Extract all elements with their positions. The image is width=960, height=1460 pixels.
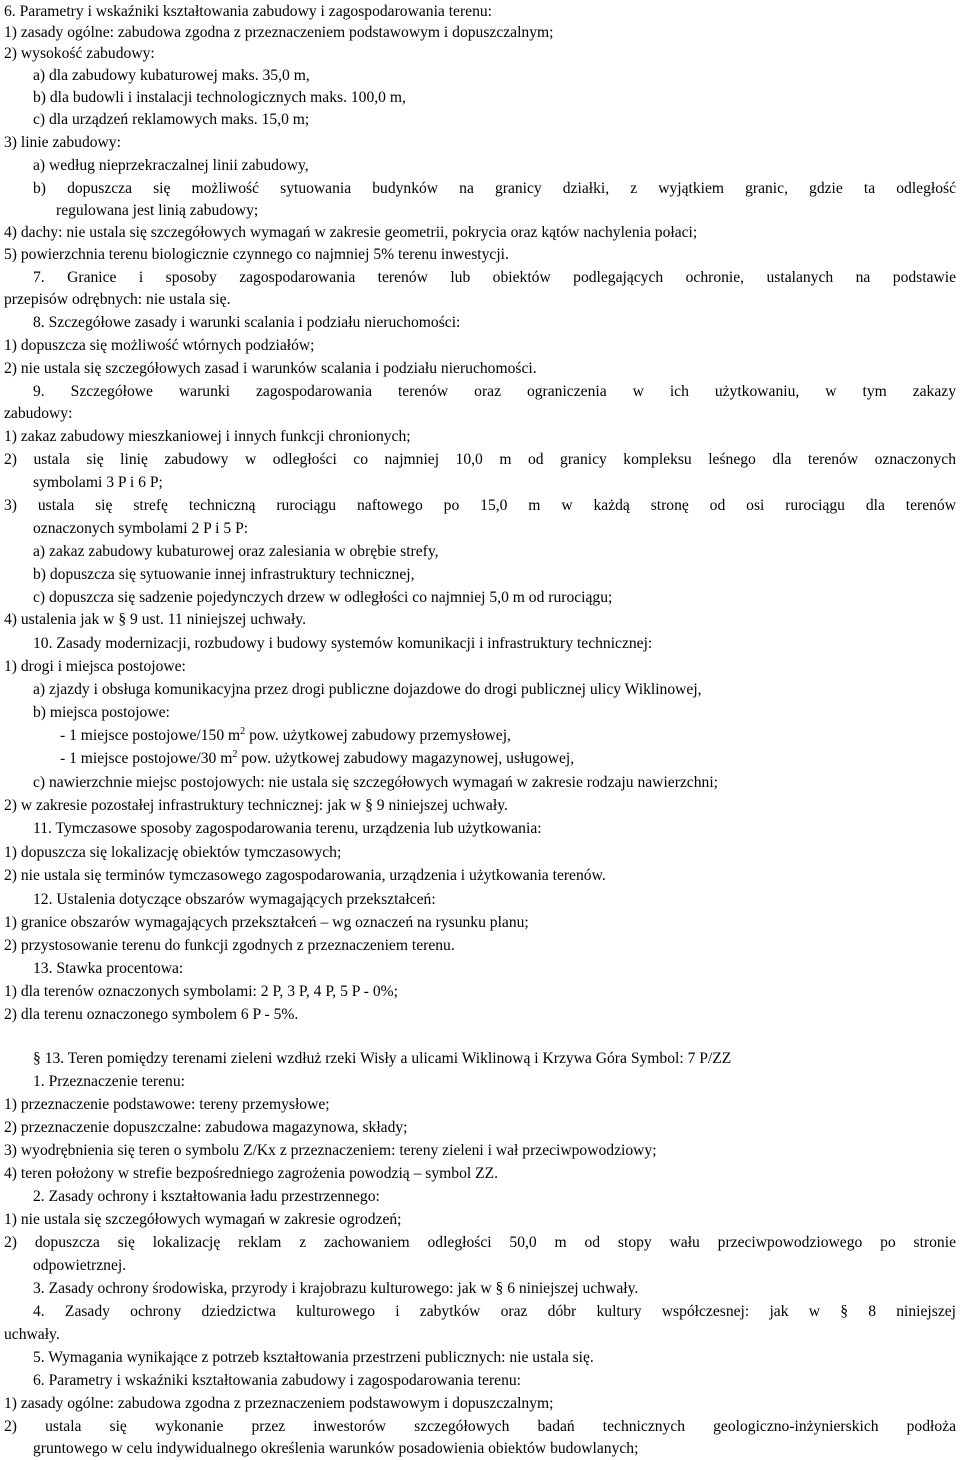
text-line-main: - 1 miejsce postojowe/150 m bbox=[60, 727, 241, 744]
text-line-main: 1) drogi i miejsca postojowe: bbox=[4, 658, 186, 675]
text-line bbox=[33, 517, 956, 540]
text-line-main: 3) wyodrębnienia się teren o symbolu Z/Kx z przeznaczeniem: tereny zieleni i wał przeciwpowodziowy; bbox=[4, 1142, 657, 1159]
text-line-main: § 13. Teren pomiędzy terenami zieleni wzdłuż rzeki Wisły a ulicami Wiklinową i Krzywa Góra Symbol: 7 P/ZZ bbox=[33, 1050, 732, 1067]
text-line bbox=[33, 563, 956, 586]
text-line bbox=[4, 21, 956, 44]
text-line-main: oznaczonych symbolami 2 P i 5 P: bbox=[33, 520, 249, 537]
text-line-main: a) zjazdy i obsługa komunikacyjna przez drogi publiczne dojazdowe do drogi publicznej ulicy Wiklinowej, bbox=[33, 681, 702, 698]
text-line bbox=[4, 1392, 956, 1415]
text-line-main: c) dopuszcza się sadzenie pojedynczych drzew w odległości co najmniej 5,0 m od rurociągu; bbox=[33, 589, 613, 606]
text-line bbox=[4, 131, 956, 154]
text-line bbox=[4, 934, 956, 957]
text-line-main: regulowana jest linią zabudowy; bbox=[56, 202, 259, 219]
text-line bbox=[4, 1323, 956, 1346]
text-line-main: 7. Granice i sposoby zagospodarowania terenów lub obiektów podlegających ochronie, ustalanych na podstawie bbox=[33, 269, 956, 286]
text-line-main: 10. Zasady modernizacji, rozbudowy i budowy systemów komunikacji i infrastruktury technicznej: bbox=[33, 635, 653, 652]
text-line bbox=[4, 841, 956, 864]
superscript: 2 bbox=[232, 749, 238, 760]
text-line-main: 13. Stawka procentowa: bbox=[33, 960, 184, 977]
text-line-main: a) według nieprzekraczalnej linii zabudowy, bbox=[33, 157, 309, 174]
text-line bbox=[4, 425, 956, 448]
text-line-main: 1) nie ustala się szczegółowych wymagań w zakresie ogrodzeń; bbox=[4, 1211, 402, 1228]
text-line-main: b) dopuszcza się możliwość sytuowania budynków na granicy działki, z wyjątkiem granic, gdzie ta odległość bbox=[33, 180, 956, 197]
text-line bbox=[33, 1300, 956, 1323]
text-line-main: 1) dopuszcza się lokalizację obiektów tymczasowych; bbox=[4, 844, 342, 861]
text-line-main: 1) zasady ogólne: zabudowa zgodna z przeznaczeniem podstawowym i dopuszczalnym; bbox=[4, 1395, 554, 1412]
text-line bbox=[60, 747, 956, 770]
text-line-main: 6. Parametry i wskaźniki kształtowania zabudowy i zagospodarowania terenu: bbox=[33, 1372, 522, 1389]
text-line-main: 2) przystosowanie terenu do funkcji zgodnych z przeznaczeniem terenu. bbox=[4, 937, 455, 954]
text-line bbox=[33, 1437, 956, 1460]
text-line bbox=[33, 1185, 956, 1208]
text-line-main: 1) przeznaczenie podstawowe: tereny przemysłowe; bbox=[4, 1096, 330, 1113]
text-line bbox=[4, 494, 956, 517]
text-line bbox=[33, 380, 956, 403]
text-line-main: 2) nie ustala się szczegółowych zasad i warunków scalania i podziału nieruchomości. bbox=[4, 360, 537, 377]
text-line bbox=[33, 1254, 956, 1277]
text-line bbox=[33, 701, 956, 724]
text-line-main: symbolami 3 P i 6 P; bbox=[33, 474, 163, 491]
text-line bbox=[4, 1162, 956, 1185]
text-line-main: a) dla zabudowy kubaturowej maks. 35,0 m, bbox=[33, 67, 310, 84]
text-line-main: 8. Szczegółowe zasady i warunki scalania i podziału nieruchomości: bbox=[33, 314, 461, 331]
text-line bbox=[4, 655, 956, 678]
text-line-main: 5. Wymagania wynikające z potrzeb kształtowania przestrzeni publicznych: nie ustala się. bbox=[33, 1349, 594, 1366]
text-line bbox=[33, 64, 956, 87]
text-line-tail: pow. użytkowej zabudowy magazynowej, usługowej, bbox=[237, 750, 575, 767]
text-line-main: zabudowy: bbox=[4, 405, 73, 422]
text-line-main: gruntowego w celu indywidualnego określenia warunków posadowienia obiektów budowlanych; bbox=[33, 1440, 639, 1457]
superscript: 2 bbox=[240, 726, 246, 737]
text-line bbox=[33, 471, 956, 494]
text-line-main: przepisów odrębnych: nie ustala się. bbox=[4, 291, 231, 308]
text-line-main: 3) ustala się strefę techniczną rurociągu naftowego po 15,0 m w każdą stronę od osi rurociągu dla terenów bbox=[4, 497, 956, 514]
text-line-main: 3. Zasady ochrony środowiska, przyrody i krajobrazu kulturowego: jak w § 6 niniejszej uchwały. bbox=[33, 1280, 639, 1297]
text-line-main: 2) ustala się wykonanie przez inwestorów szczegółowych badań technicznych geologiczno-inżynierskich podłoża bbox=[4, 1418, 956, 1435]
text-line-main: 2) nie ustala się terminów tymczasowego zagospodarowania, urządzenia i użytkowania terenów. bbox=[4, 867, 606, 884]
text-line bbox=[33, 586, 956, 609]
text-line bbox=[4, 42, 956, 65]
text-line-main: 4) ustalenia jak w § 9 ust. 11 niniejszej uchwały. bbox=[4, 611, 306, 628]
text-line-main: 11. Tymczasowe sposoby zagospodarowania terenu, urządzenia lub użytkowania: bbox=[33, 820, 542, 837]
text-line-main: uchwały. bbox=[4, 1326, 60, 1343]
text-line bbox=[33, 1369, 956, 1392]
text-line-main: 4. Zasady ochrony dziedzictwa kulturowego i zabytków oraz dóbr kultury współczesnej: jak w § 8 niniejszej bbox=[33, 1303, 956, 1320]
text-line bbox=[4, 1003, 956, 1026]
text-line bbox=[4, 864, 956, 887]
text-line bbox=[4, 1139, 956, 1162]
text-line-main: 3) linie zabudowy: bbox=[4, 134, 121, 151]
text-line bbox=[4, 1231, 956, 1254]
text-line bbox=[4, 1415, 956, 1438]
text-line bbox=[33, 817, 956, 840]
text-line-main: 4) teren położony w strefie bezpośredniego zagrożenia powodzią – symbol ZZ. bbox=[4, 1165, 499, 1182]
text-line bbox=[33, 888, 956, 911]
text-line bbox=[4, 402, 956, 425]
text-line-main: 2) ustala się linię zabudowy w odległości co najmniej 10,0 m od granicy kompleksu leśnego dla terenów oznaczonych bbox=[4, 451, 956, 468]
text-line bbox=[33, 311, 956, 334]
text-line bbox=[33, 678, 956, 701]
text-line bbox=[33, 266, 956, 289]
text-line bbox=[4, 0, 956, 23]
text-line bbox=[33, 154, 956, 177]
text-line-main: 12. Ustalenia dotyczące obszarów wymagających przekształceń: bbox=[33, 891, 436, 908]
text-line bbox=[33, 540, 956, 563]
text-line-main: 2) w zakresie pozostałej infrastruktury technicznej: jak w § 9 niniejszej uchwały. bbox=[4, 797, 508, 814]
text-line-main: 1) dla terenów oznaczonych symbolami: 2 P, 3 P, 4 P, 5 P - 0%; bbox=[4, 983, 398, 1000]
text-line bbox=[33, 1047, 956, 1070]
text-line bbox=[33, 177, 956, 200]
text-line bbox=[33, 1277, 956, 1300]
text-line bbox=[4, 1116, 956, 1139]
text-line bbox=[33, 771, 956, 794]
text-line bbox=[60, 724, 956, 747]
text-line-main: 4) dachy: nie ustala się szczegółowych wymagań w zakresie geometrii, pokrycia oraz kątów nachylenia połaci; bbox=[4, 224, 698, 241]
text-line-main: 5) powierzchnia terenu biologicznie czynnego co najmniej 5% terenu inwestycji. bbox=[4, 246, 509, 263]
text-line bbox=[4, 334, 956, 357]
text-line-main: 1) granice obszarów wymagających przekształceń – wg oznaczeń na rysunku planu; bbox=[4, 914, 529, 931]
text-line-main: 2) wysokość zabudowy: bbox=[4, 45, 155, 62]
text-line-main: odpowietrznej. bbox=[33, 1257, 127, 1274]
text-line-tail: pow. użytkowej zabudowy przemysłowej, bbox=[245, 727, 511, 744]
text-line-main: 9. Szczegółowe warunki zagospodarowania terenów oraz ograniczenia w ich użytkowaniu, w tym zakazy bbox=[33, 383, 956, 400]
text-line-main: 2) dla terenu oznaczonego symbolem 6 P - 5%. bbox=[4, 1006, 299, 1023]
text-line-main: 1) dopuszcza się możliwość wtórnych podziałów; bbox=[4, 337, 315, 354]
text-line bbox=[4, 1093, 956, 1116]
text-line bbox=[33, 86, 956, 109]
text-line bbox=[56, 199, 956, 222]
text-line-main: b) dla budowli i instalacji technologicznych maks. 100,0 m, bbox=[33, 89, 406, 106]
text-line-main: a) zakaz zabudowy kubaturowej oraz zalesiania w obrębie strefy, bbox=[33, 543, 439, 560]
text-line bbox=[33, 957, 956, 980]
text-line-main: c) nawierzchnie miejsc postojowych: nie ustala się szczegółowych wymagań w zakresie rodzaju nawierzchni; bbox=[33, 774, 718, 791]
text-line-main: b) miejsca postojowe: bbox=[33, 704, 170, 721]
text-line-main: 1) zakaz zabudowy mieszkaniowej i innych funkcji chronionych; bbox=[4, 428, 411, 445]
text-line-main: 1. Przeznaczenie terenu: bbox=[33, 1073, 185, 1090]
text-line bbox=[4, 288, 956, 311]
text-line bbox=[33, 1346, 956, 1369]
text-line-main: 2. Zasady ochrony i kształtowania ładu przestrzennego: bbox=[33, 1188, 380, 1205]
text-line bbox=[4, 357, 956, 380]
text-line-main: b) dopuszcza się sytuowanie innej infrastruktury technicznej, bbox=[33, 566, 415, 583]
text-line bbox=[33, 108, 956, 131]
text-line bbox=[4, 243, 956, 266]
text-line-main: - 1 miejsce postojowe/30 m bbox=[60, 750, 233, 767]
text-line-main: c) dla urządzeń reklamowych maks. 15,0 m; bbox=[33, 111, 310, 128]
text-line bbox=[4, 1208, 956, 1231]
text-line-main: 1) zasady ogólne: zabudowa zgodna z przeznaczeniem podstawowym i dopuszczalnym; bbox=[4, 24, 554, 41]
text-line bbox=[4, 221, 956, 244]
text-line-main: 2) przeznaczenie dopuszczalne: zabudowa magazynowa, składy; bbox=[4, 1119, 408, 1136]
text-line bbox=[33, 1070, 956, 1093]
text-line bbox=[4, 608, 956, 631]
text-line-main: 2) dopuszcza się lokalizację reklam z zachowaniem odległości 50,0 m od stopy wału przeciwpowodziowego po stronie bbox=[4, 1234, 956, 1251]
text-line bbox=[4, 980, 956, 1003]
text-line bbox=[33, 632, 956, 655]
text-line bbox=[4, 448, 956, 471]
text-line-main: 6. Parametry i wskaźniki kształtowania zabudowy i zagospodarowania terenu: bbox=[4, 3, 493, 20]
text-line bbox=[4, 911, 956, 934]
text-line bbox=[4, 794, 956, 817]
